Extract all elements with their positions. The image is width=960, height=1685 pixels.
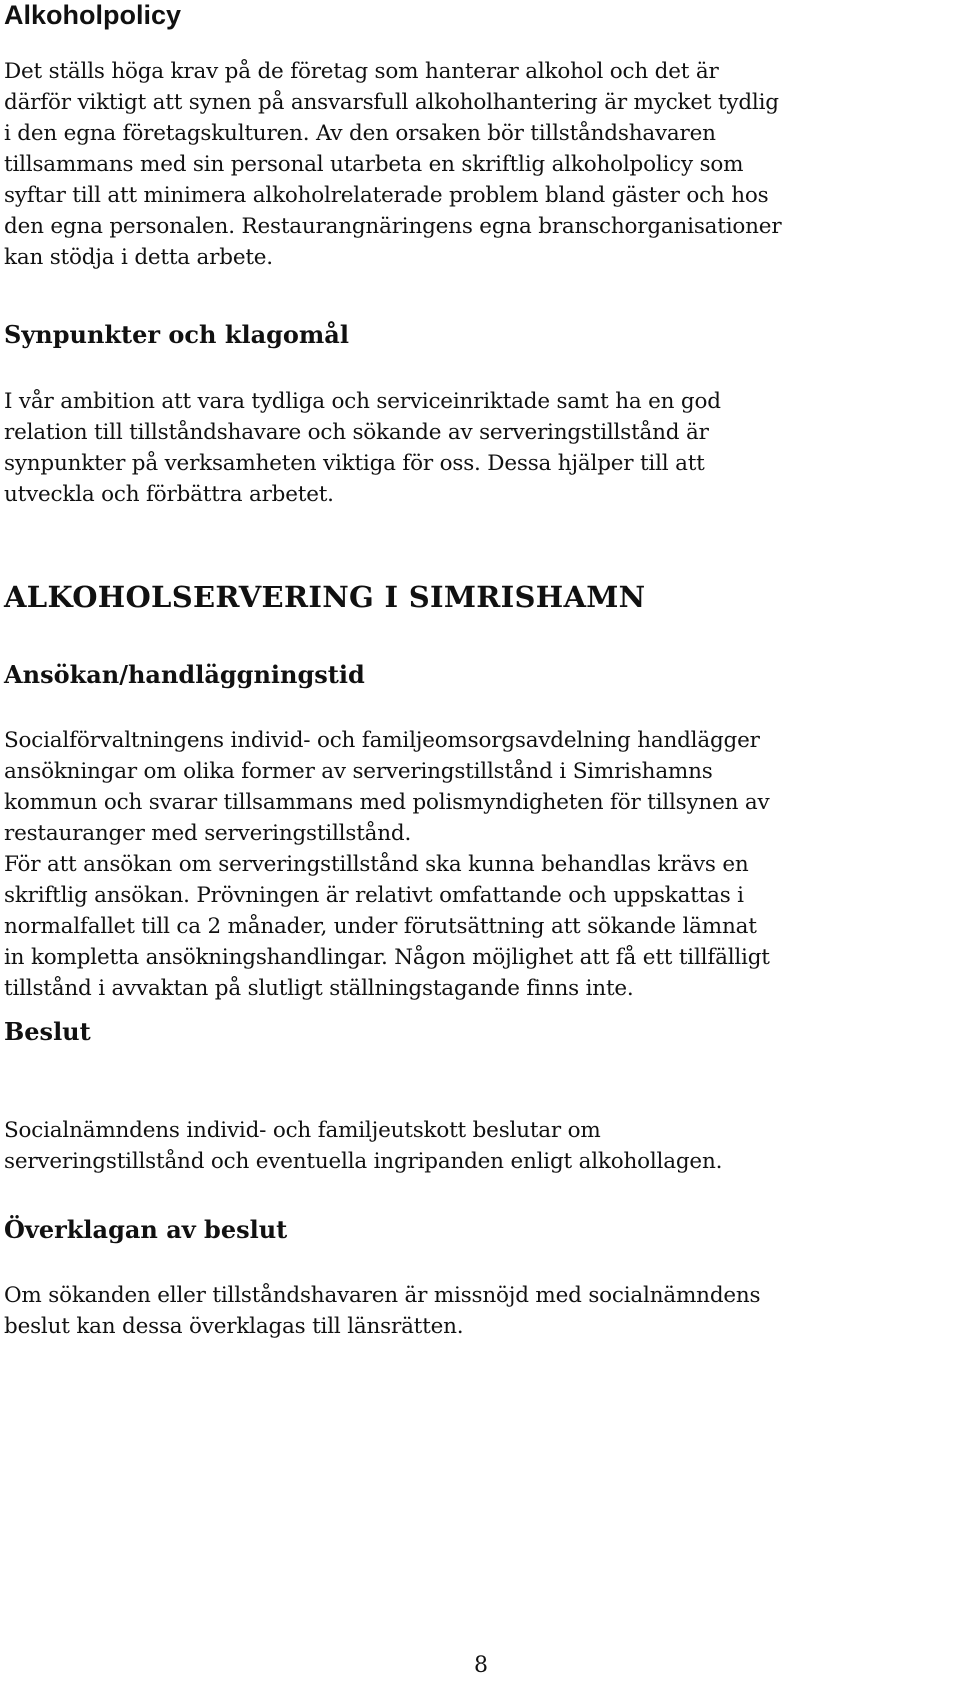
page-number: 8	[474, 1653, 488, 1678]
main-heading: ALKOHOLSERVERING I SIMRISHAMN	[4, 580, 646, 614]
application-paragraph	[4, 725, 954, 1004]
appeal-paragraph	[4, 1280, 954, 1342]
page-title: Alkoholpolicy	[4, 0, 182, 30]
application-heading: Ansökan/handläggningstid	[4, 660, 365, 689]
feedback-heading: Synpunkter och klagomål	[4, 320, 349, 349]
text-line: den egna personalen. Restaurangnäringens egna branschorganisationer	[4, 214, 782, 239]
text-line: restauranger med serveringstillstånd.	[4, 821, 412, 846]
text-line: utveckla och förbättra arbetet.	[4, 482, 334, 507]
text-line: kommun och svarar tillsammans med polismyndigheten för tillsynen av	[4, 790, 770, 815]
text-line: beslut kan dessa överklagas till länsrätten.	[4, 1314, 464, 1339]
text-line: relation till tillståndshavare och sökande av serveringstillstånd är	[4, 420, 709, 445]
feedback-paragraph	[4, 386, 954, 510]
text-line: in kompletta ansökningshandlingar. Någon möjlighet att få ett tillfälligt	[4, 945, 770, 970]
text-line: Om sökanden eller tillståndshavaren är missnöjd med socialnämndens	[4, 1283, 761, 1308]
text-line: serveringstillstånd och eventuella ingripanden enligt alkohollagen.	[4, 1149, 723, 1174]
text-line: synpunkter på verksamheten viktiga för oss. Dessa hjälper till att	[4, 451, 705, 476]
text-line: tillstånd i avvaktan på slutligt ställningstagande finns inte.	[4, 976, 634, 1001]
decision-paragraph	[4, 1115, 954, 1177]
text-line: Det ställs höga krav på de företag som hanterar alkohol och det är	[4, 59, 719, 84]
intro-paragraph	[4, 56, 954, 273]
appeal-heading: Överklagan av beslut	[4, 1215, 288, 1244]
text-line: skriftlig ansökan. Prövningen är relativt omfattande och uppskattas i	[4, 883, 744, 908]
text-line: kan stödja i detta arbete.	[4, 245, 273, 270]
text-line: I vår ambition att vara tydliga och serviceinriktade samt ha en god	[4, 389, 721, 414]
decision-heading: Beslut	[4, 1017, 91, 1046]
text-line: Socialnämndens individ- och familjeutskott beslutar om	[4, 1118, 601, 1143]
text-line: i den egna företagskulturen. Av den orsaken bör tillståndshavaren	[4, 121, 716, 146]
text-line: normalfallet till ca 2 månader, under förutsättning att sökande lämnat	[4, 914, 757, 939]
text-line: syftar till att minimera alkoholrelaterade problem bland gäster och hos	[4, 183, 769, 208]
text-line: ansökningar om olika former av serveringstillstånd i Simrishamns	[4, 759, 713, 784]
text-line: tillsammans med sin personal utarbeta en skriftlig alkoholpolicy som	[4, 152, 744, 177]
text-line: därför viktigt att synen på ansvarsfull alkoholhantering är mycket tydlig	[4, 90, 779, 115]
text-line: Socialförvaltningens individ- och familjeomsorgsavdelning handlägger	[4, 728, 760, 753]
text-line: För att ansökan om serveringstillstånd ska kunna behandlas krävs en	[4, 852, 749, 877]
